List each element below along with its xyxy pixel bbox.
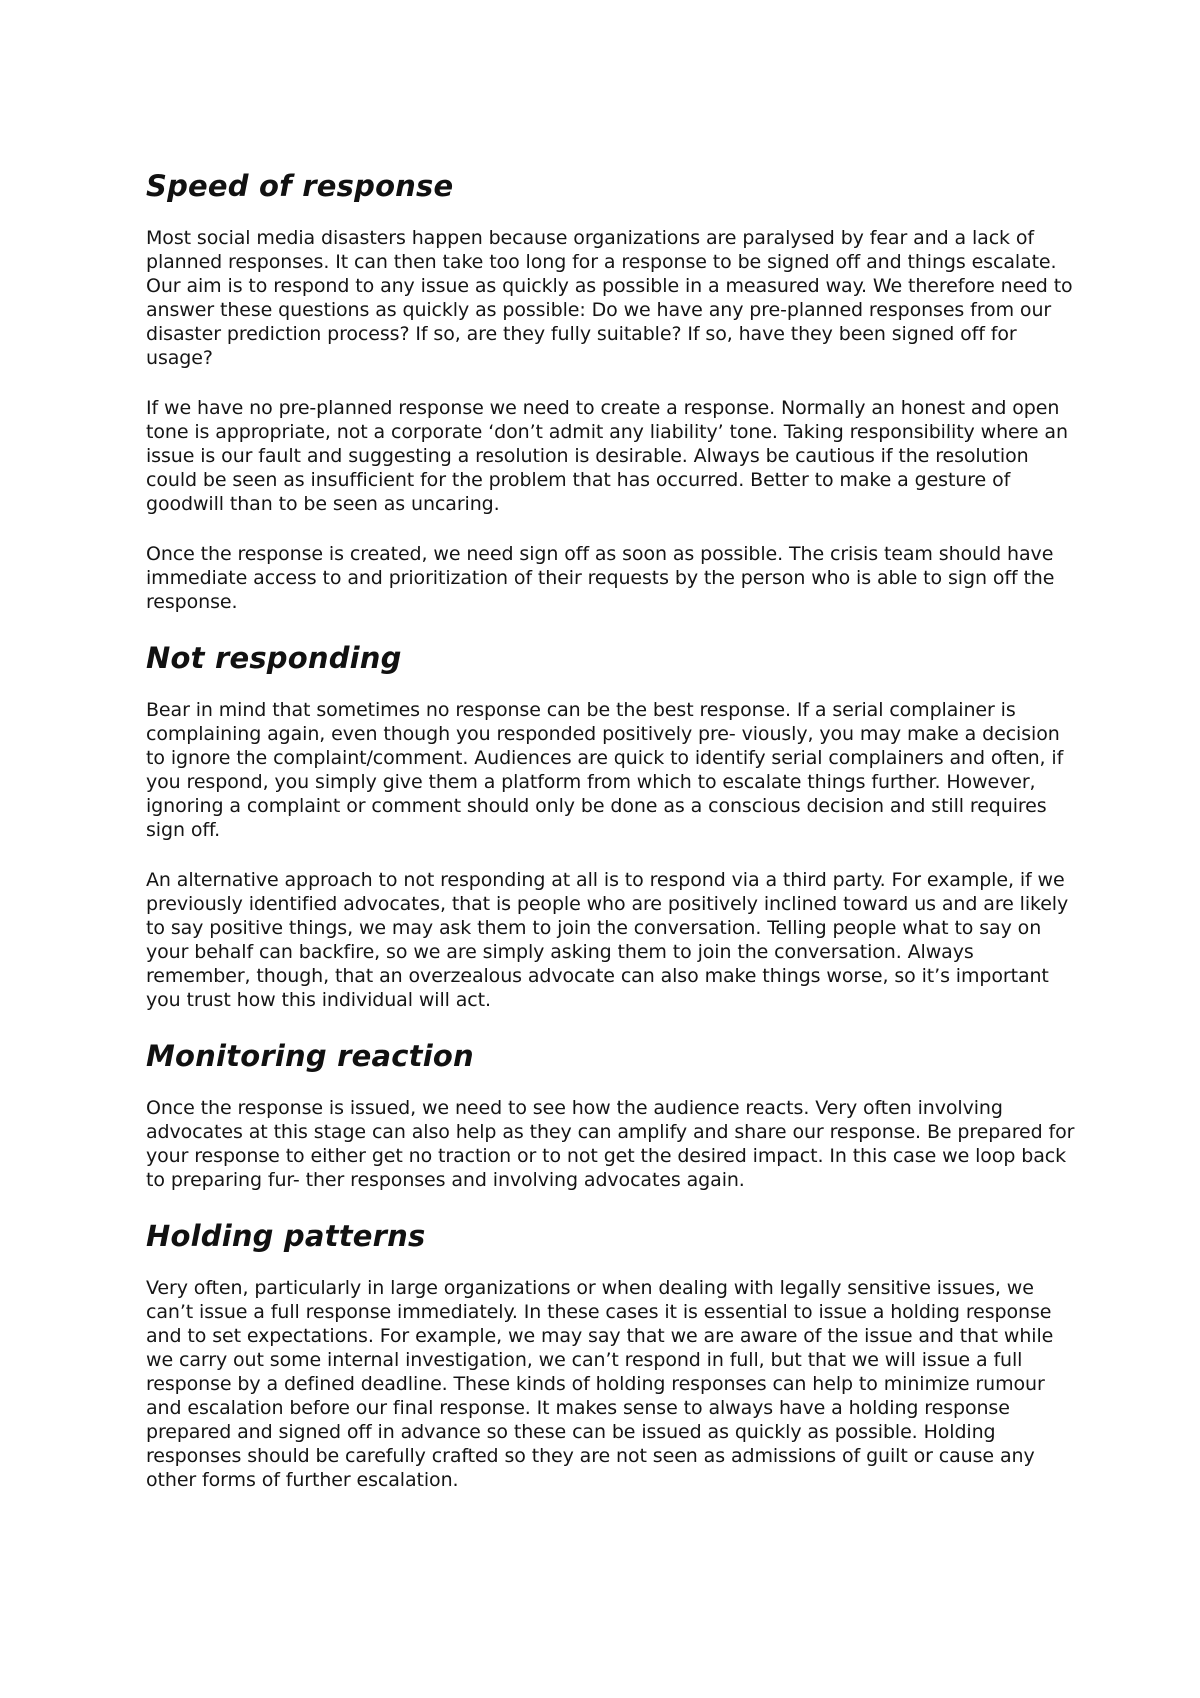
section-holding-patterns	[146, 1218, 1076, 1492]
paragraph: If we have no pre-planned response we need to create a response. Normally an honest and open tone is appropriate, not a corporate ‘don’t admit any liability’ tone. Taking responsibility where an issue is our fault and suggesting a resolution is desirable. Always be cautious if the resolution could be seen as insufficient for the problem that has occurred. Better to make a gesture of goodwill than to be seen as uncaring.	[146, 397, 1068, 515]
paragraph: Very often, particularly in large organizations or when dealing with legally sensitive issues, we can’t issue a full response immediately. In these cases it is essential to issue a holding response and to set expectations. For example, we may say that we are aware of the issue and that while we carry out some internal investigation, we can’t respond in full, but that we will issue a full response by a defined deadline. These kinds of holding responses can help to minimize rumour and escalation before our final response. It makes sense to always have a holding response prepared and signed off in advance so these can be issued as quickly as possible. Holding responses should be carefully crafted so they are not seen as admissions of guilt or cause any other forms of further escalation.	[146, 1277, 1054, 1491]
section-not-responding	[146, 640, 1076, 1012]
paragraph: Once the response is created, we need sign off as soon as possible. The crisis team should have immediate access to and prioritization of their requests by the person who is able to sign off the response.	[146, 543, 1055, 613]
section-heading: Holding patterns	[146, 1219, 426, 1253]
document-page	[146, 168, 1076, 1518]
paragraph: Most social media disasters happen because organizations are paralysed by fear and a lack of planned responses. It can then take too long for a response to be signed off and things escalate. Our aim is to respond to any issue as quickly as possible in a measured way. We therefore need to answer these questions as quickly as possible: Do we have any pre-planned responses from our disaster prediction process? If so, are they fully suitable? If so, have they been signed off for usage?	[146, 227, 1073, 369]
paragraph: Bear in mind that sometimes no response can be the best response. If a serial complainer is complaining again, even though you responded positively pre- viously, you may make a decision to ignore the complaint/comment. Audiences are quick to identify serial complainers and often, if you respond, you simply give them a platform from which to escalate things further. However, ignoring a complaint or comment should only be done as a conscious decision and still requires sign off.	[146, 699, 1064, 841]
paragraph: An alternative approach to not responding at all is to respond via a third party. For example, if we previously identified advocates, that is people who are positively inclined toward us and are likely to say positive things, we may ask them to join the conversation. Telling people what to say on your behalf can backfire, so we are simply asking them to join the conversation. Always remember, though, that an overzealous advocate can also make things worse, so it’s important you trust how this individual will act.	[146, 869, 1069, 1011]
section-heading: Speed of response	[146, 169, 454, 203]
section-monitoring-reaction	[146, 1038, 1076, 1192]
section-speed-of-response	[146, 168, 1076, 614]
paragraph: Once the response is issued, we need to see how the audience reacts. Very often involving advocates at this stage can also help as they can amplify and share our response. Be prepared for your response to either get no traction or to not get the desired impact. In this case we loop back to preparing fur- ther responses and involving advocates again.	[146, 1097, 1075, 1191]
section-heading: Not responding	[146, 641, 402, 675]
section-heading: Monitoring reaction	[146, 1039, 474, 1073]
